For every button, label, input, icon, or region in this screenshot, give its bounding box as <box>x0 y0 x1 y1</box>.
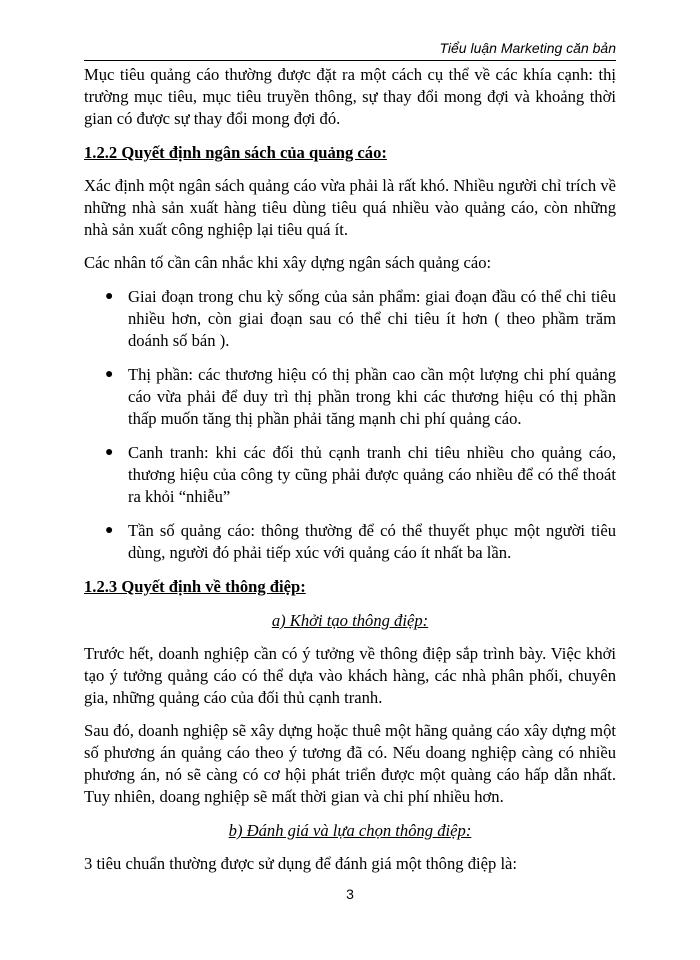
subheading-a: a) Khởi tạo thông điệp: <box>271 611 429 630</box>
bullet-icon: ● <box>105 289 114 304</box>
page-number: 3 <box>346 886 354 902</box>
page-header <box>84 38 616 61</box>
list-item <box>84 286 616 352</box>
subheading-b: b) Đánh giá và lựa chọn thông điệp: <box>228 821 472 840</box>
list-item-text: Thị phần: các thương hiệu có thị phần cao cần một lượng chi phí quảng cáo vừa phải để duy trì thị phần trong khi các thương hiệu có thị phần thấp muốn tăng thị phần phải tăng mạnh chi phí quảng cáo. <box>128 365 616 428</box>
page-content <box>84 64 616 875</box>
bullet-icon: ● <box>105 445 114 460</box>
list-item-text: Giai đoạn trong chu kỳ sống của sản phẩm: giai đoạn đầu có thể chi tiêu nhiều hơn, còn giai đoạn sau có thể chi tiêu ít hơn ( theo phầm trăm doánh số bán ). <box>128 287 616 350</box>
budget-factors-list <box>84 286 616 564</box>
message-paragraph-1: Trước hết, doanh nghiệp cần có ý tưởng về thông điệp sắp trình bày. Việc khởi tạo ý tưởng quảng cáo có thể dựa vào khách hàng, các nhà phân phối, chuyên gia, những quảng cáo của đối thủ cạnh tranh. <box>84 644 616 707</box>
bullet-icon: ● <box>105 523 114 538</box>
list-item <box>84 442 616 508</box>
list-item <box>84 364 616 430</box>
list-item-text: Tần số quảng cáo: thông thường để có thể thuyết phục một người tiêu dùng, người đó phải tiếp xúc với quảng cáo ít nhất ba lần. <box>128 521 616 562</box>
bullet-icon: ● <box>105 367 114 382</box>
list-item <box>84 520 616 564</box>
budget-paragraph-1: Xác định một ngân sách quảng cáo vừa phải là rất khó. Nhiều người chỉ trích về những nhà sản xuất hàng tiêu dùng tiêu quá nhiều vào quảng cáo, còn những nhà sản xuất công nghiệp lại tiêu quá ít. <box>84 176 616 239</box>
section-title-1-2-3: 1.2.3 Quyết định về thông điệp: <box>84 577 306 596</box>
budget-paragraph-2: Các nhân tố cần cân nhắc khi xây dựng ngân sách quảng cáo: <box>84 253 492 272</box>
list-item-text: Canh tranh: khi các đối thủ cạnh tranh chi tiêu nhiều cho quảng cáo, thương hiệu của công ty cũng phải được quảng cáo nhiều để có thể thoát ra khỏi “nhiễu” <box>128 443 616 506</box>
section-title-1-2-2: 1.2.2 Quyết định ngân sách của quảng cáo: <box>84 143 387 162</box>
header-title: Tiểu luận Marketing căn bản <box>439 40 616 56</box>
intro-paragraph: Mục tiêu quảng cáo thường được đặt ra một cách cụ thể về các khía cạnh: thị trường mục tiêu, mục tiêu truyền thông, sự thay đổi mong đợi và khoảng thời gian có được sự thay đổi mong đợi đó. <box>84 65 616 128</box>
message-paragraph-2: Sau đó, doanh nghiệp sẽ xây dựng hoặc thuê một hãng quảng cáo xây dựng một số phương án quảng cáo theo ý tương đã có. Nếu doang nghiệp càng có nhiều phương án, nó sẽ càng có cơ hội phát triển được một quàng cáo hấp dẫn nhất. Tuy nhiên, doang nghiệp sẽ mất thời gian và chi phí nhiều hơn. <box>84 721 616 806</box>
message-paragraph-3: 3 tiêu chuẩn thường được sử dụng để đánh giá một thông điệp là: <box>84 854 518 873</box>
